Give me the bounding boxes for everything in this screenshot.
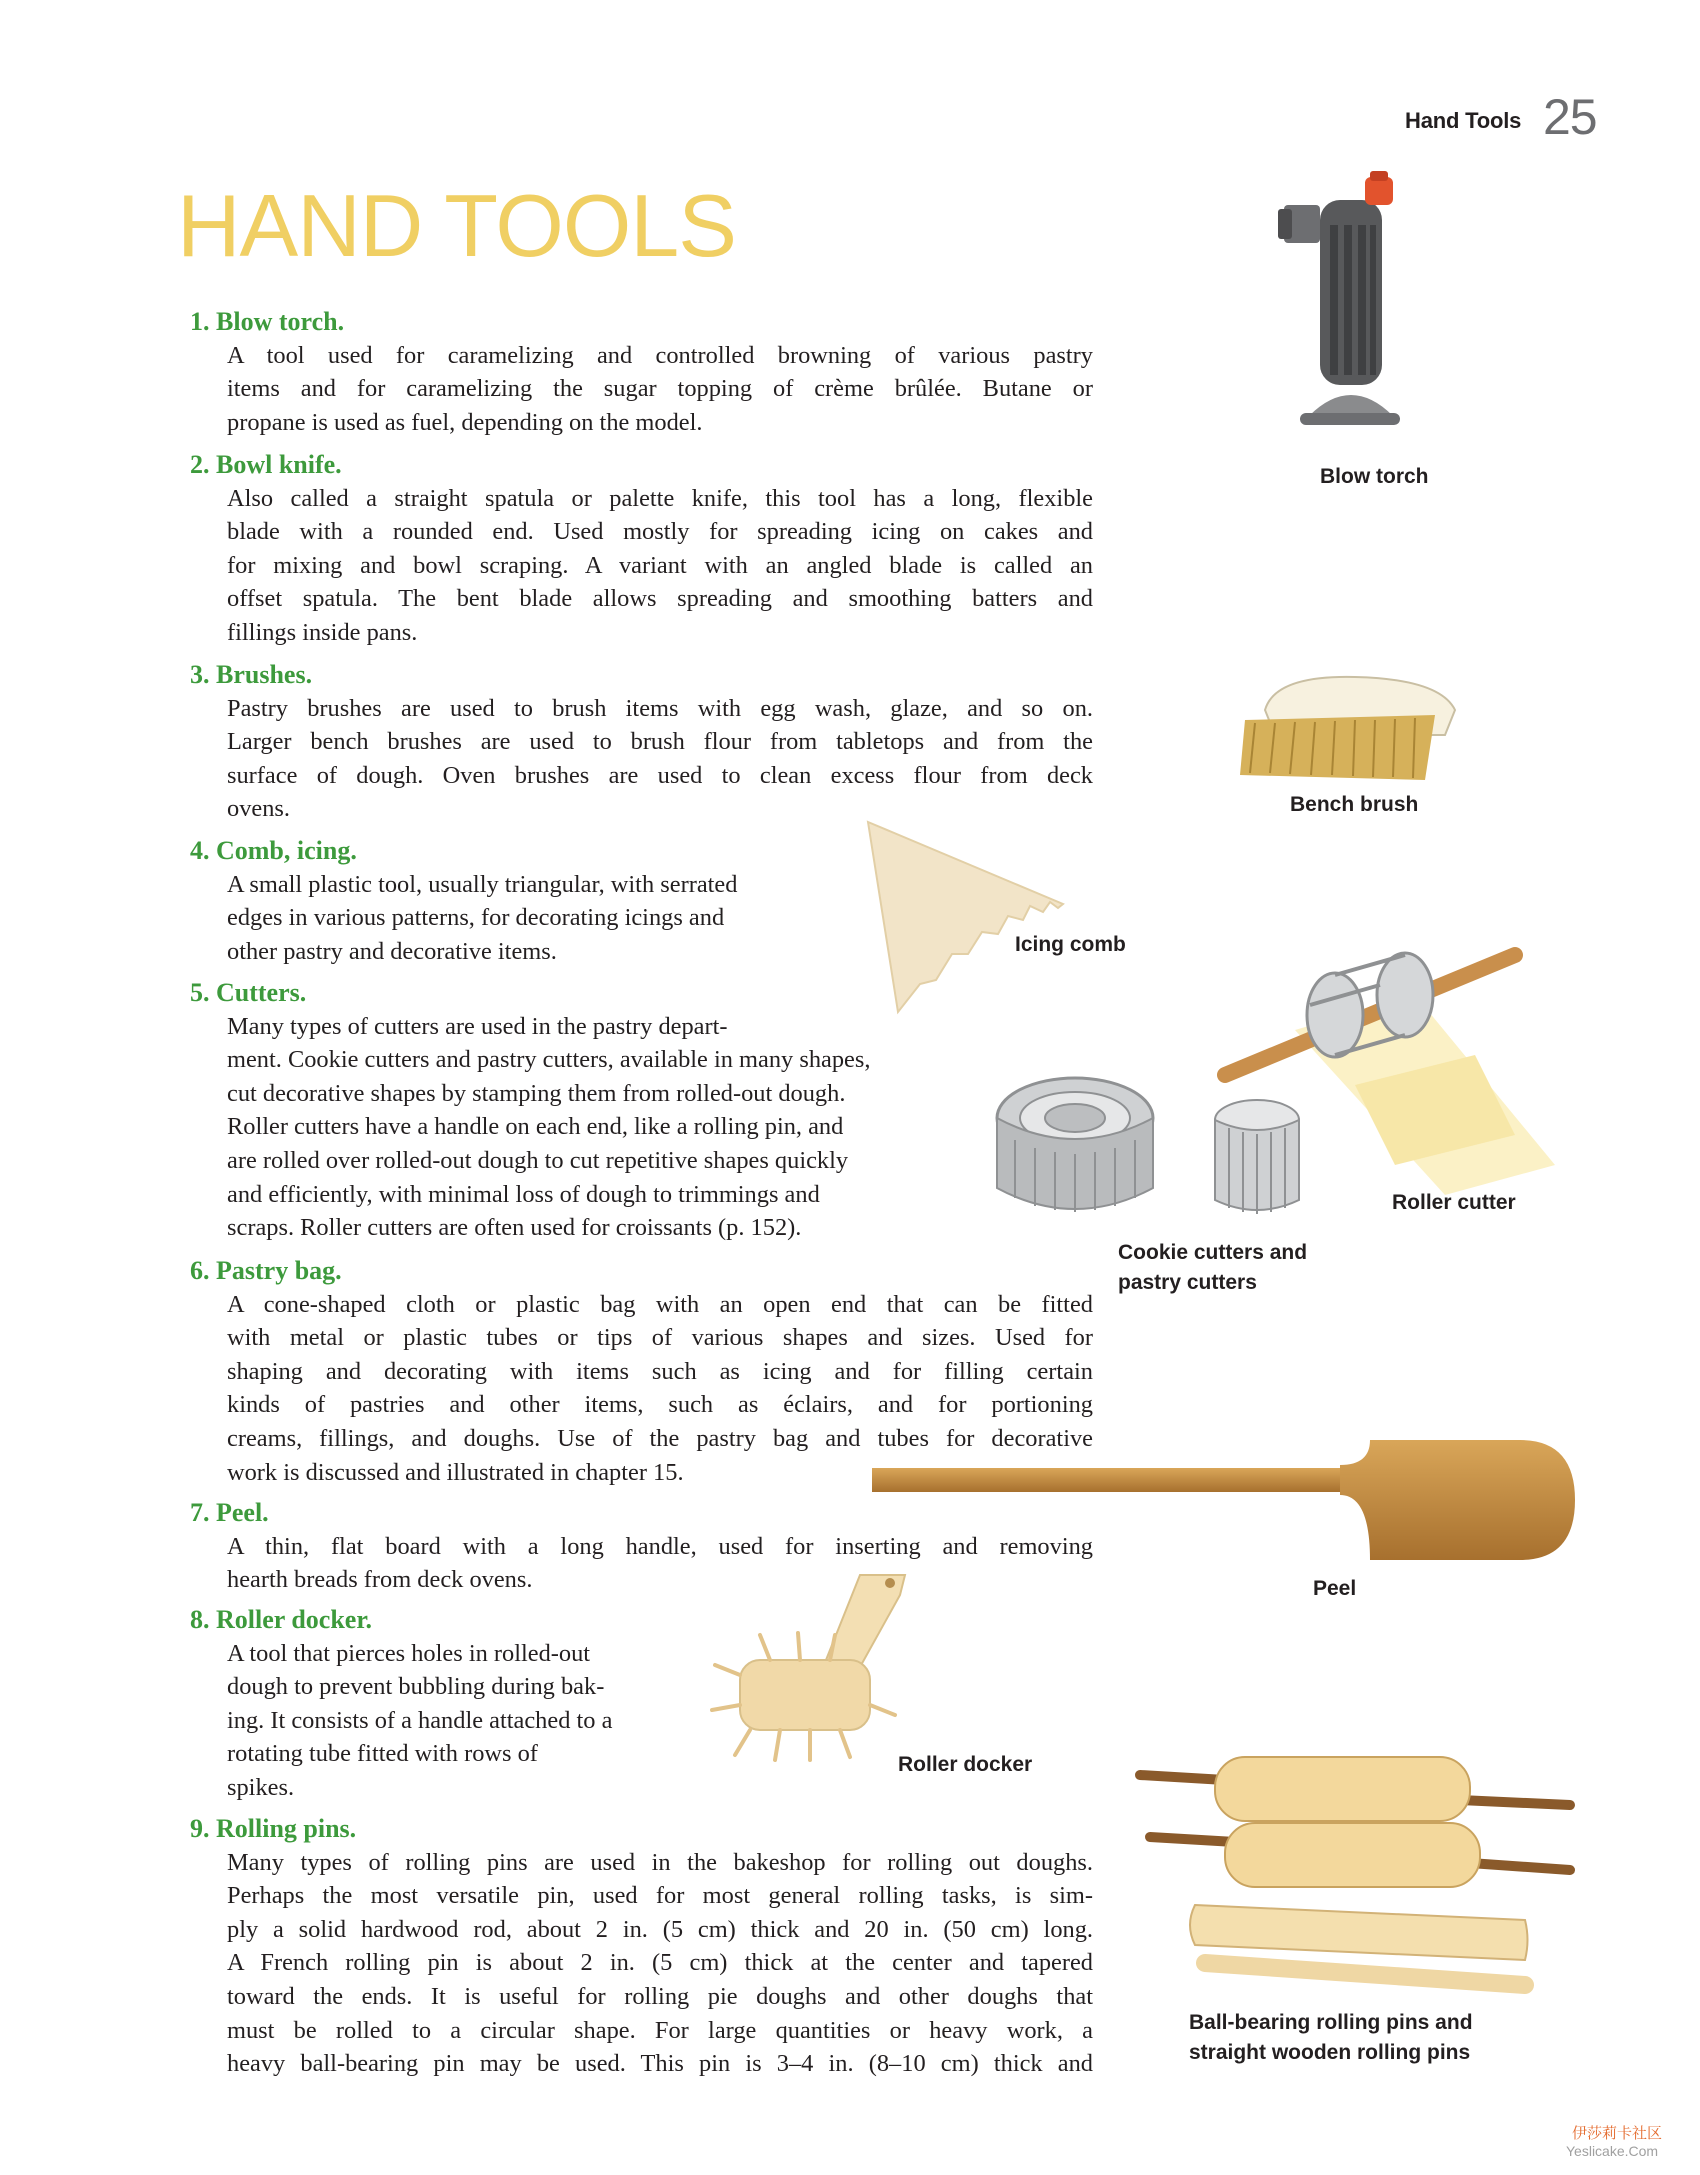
caption-icing-comb: Icing comb (1015, 933, 1126, 956)
watermark-line1: 伊莎莉卡社区 (1572, 2124, 1663, 2142)
entry-heading: 2. Bowl knife. (190, 450, 342, 479)
entry-line: A cone-shaped cloth or plastic bag with an open end that can be fitted (227, 1290, 1093, 1318)
entry-line: blade with a rounded end. Used mostly for spreading icing on cakes and (227, 518, 1093, 546)
caption-blow-torch: Blow torch (1320, 465, 1429, 488)
caption-peel: Peel (1313, 1577, 1357, 1600)
entry-heading: 3. Brushes. (190, 660, 313, 689)
entry-line: Pastry brushes are used to brush items with egg wash, glaze, and so on. (227, 694, 1093, 722)
bench-brush-illustration (1235, 665, 1475, 795)
caption-cookie-cutters-line2: pastry cutters (1118, 1271, 1257, 1294)
entry-line: must be rolled to a circular shape. For large quantities or heavy work, a (227, 2016, 1093, 2044)
entry-line: fillings inside pans. (227, 618, 418, 646)
entry-line: A thin, flat board with a long handle, used for inserting and removing (227, 1532, 1093, 1560)
entry-line: work is discussed and illustrated in chapter 15. (227, 1458, 684, 1486)
entry-line: spikes. (227, 1773, 295, 1801)
page-number: 25 (1543, 89, 1597, 145)
entry-line: and efficiently, with minimal loss of dough to trimmings and (227, 1180, 820, 1208)
entry-rolling-pins (190, 1812, 1093, 2081)
entry-heading: 7. Peel. (190, 1498, 269, 1527)
entry-line: kinds of pastries and other items, such as éclairs, and for portioning (227, 1391, 1093, 1419)
entry-line: scraps. Roller cutters are often used for croissants (p. 152). (227, 1214, 802, 1242)
caption-rolling-pins-line1: Ball-bearing rolling pins and (1189, 2011, 1473, 2034)
running-header: Hand Tools (1405, 108, 1522, 133)
entry-icing-comb (190, 834, 827, 968)
entry-line: heavy ball-bearing pin may be used. This pin is 3–4 in. (8–10 cm) thick and (227, 2050, 1093, 2078)
entry-line: propane is used as fuel, depending on the model. (227, 408, 703, 436)
entry-heading: 4. Comb, icing. (190, 836, 357, 865)
entry-line: hearth breads from deck ovens. (227, 1566, 533, 1594)
entry-line: ply a solid hardwood rod, about 2 in. (5 cm) thick and 20 in. (50 cm) long. (227, 1915, 1093, 1943)
entry-line: for mixing and bowl scraping. A variant with an angled blade is called an (227, 551, 1093, 579)
entry-line: A French rolling pin is about 2 in. (5 cm) thick at the center and tapered (227, 1949, 1093, 1977)
entry-line: dough to prevent bubbling during bak- (227, 1673, 605, 1701)
entry-roller-docker (190, 1603, 747, 1805)
blow-torch-illustration (1270, 165, 1450, 450)
watermark-line2: Yeslicake.Com (1566, 2143, 1659, 2159)
entry-line: Roller cutters have a handle on each end, like a rolling pin, and (227, 1113, 844, 1141)
entry-line: Also called a straight spatula or palette knife, this tool has a long, flexible (227, 484, 1093, 512)
caption-bench-brush: Bench brush (1290, 793, 1419, 816)
entry-line: edges in various patterns, for decorating icings and (227, 904, 725, 932)
entry-line: rotating tube fitted with rows of (227, 1740, 538, 1768)
entry-heading: 1. Blow torch. (190, 307, 345, 336)
entry-line: A small plastic tool, usually triangular, with serrated (227, 870, 738, 898)
roller-docker-illustration (710, 1565, 940, 1765)
entry-line: are rolled over rolled-out dough to cut repetitive shapes quickly (227, 1146, 849, 1174)
entry-heading: 8. Roller docker. (190, 1605, 372, 1634)
page-title: HAND TOOLS (177, 176, 736, 275)
entry-blow-torch (190, 305, 1093, 439)
entry-line: cut decorative shapes by stamping them from rolled-out dough. (227, 1079, 846, 1107)
entry-line: with metal or plastic tubes or tips of various shapes and sizes. Used for (227, 1324, 1093, 1352)
entry-line: other pastry and decorative items. (227, 937, 557, 965)
caption-rolling-pins-line2: straight wooden rolling pins (1189, 2041, 1471, 2064)
caption-roller-docker: Roller docker (898, 1753, 1033, 1776)
entry-line: Many types of cutters are used in the pastry depart- (227, 1012, 728, 1040)
entry-line: ing. It consists of a handle attached to a (227, 1706, 613, 1734)
entry-line: surface of dough. Oven brushes are used to clean excess flour from deck (227, 761, 1093, 789)
entry-line: Larger bench brushes are used to brush flour from tabletops and from the (227, 728, 1093, 756)
entry-line: ment. Cookie cutters and pastry cutters, available in many shapes, (227, 1046, 871, 1074)
entry-line: Perhaps the most versatile pin, used for most general rolling tasks, is sim- (227, 1882, 1093, 1910)
entry-line: ovens. (227, 795, 291, 823)
entry-heading: 6. Pastry bag. (190, 1256, 342, 1285)
peel-illustration (870, 1435, 1575, 1565)
entry-line: toward the ends. It is useful for rolling pie doughs and other doughs that (227, 1982, 1093, 2010)
entry-brushes (190, 658, 1093, 826)
entry-heading: 5. Cutters. (190, 978, 307, 1007)
entry-bowl-knife (190, 448, 1093, 650)
entry-line: A tool that pierces holes in rolled-out (227, 1639, 591, 1667)
caption-roller-cutter: Roller cutter (1392, 1191, 1516, 1214)
entry-line: A tool used for caramelizing and controlled browning of various pastry (227, 341, 1093, 369)
cookie-cutters-illustration (995, 1070, 1325, 1235)
icing-comb-illustration (858, 812, 1068, 1022)
rolling-pins-illustration (1130, 1745, 1590, 2015)
entry-line: creams, fillings, and doughs. Use of the pastry bag and tubes for decorative (227, 1424, 1093, 1452)
entry-line: Many types of rolling pins are used in the bakeshop for rolling out doughs. (227, 1848, 1093, 1876)
entry-heading: 9. Rolling pins. (190, 1814, 357, 1843)
entry-line: items and for caramelizing the sugar topping of crème brûlée. Butane or (227, 375, 1093, 403)
caption-cookie-cutters-line1: Cookie cutters and (1118, 1241, 1308, 1264)
entry-line: offset spatula. The bent blade allows spreading and smoothing batters and (227, 585, 1093, 613)
entry-line: shaping and decorating with items such as icing and for filling certain (227, 1357, 1093, 1385)
